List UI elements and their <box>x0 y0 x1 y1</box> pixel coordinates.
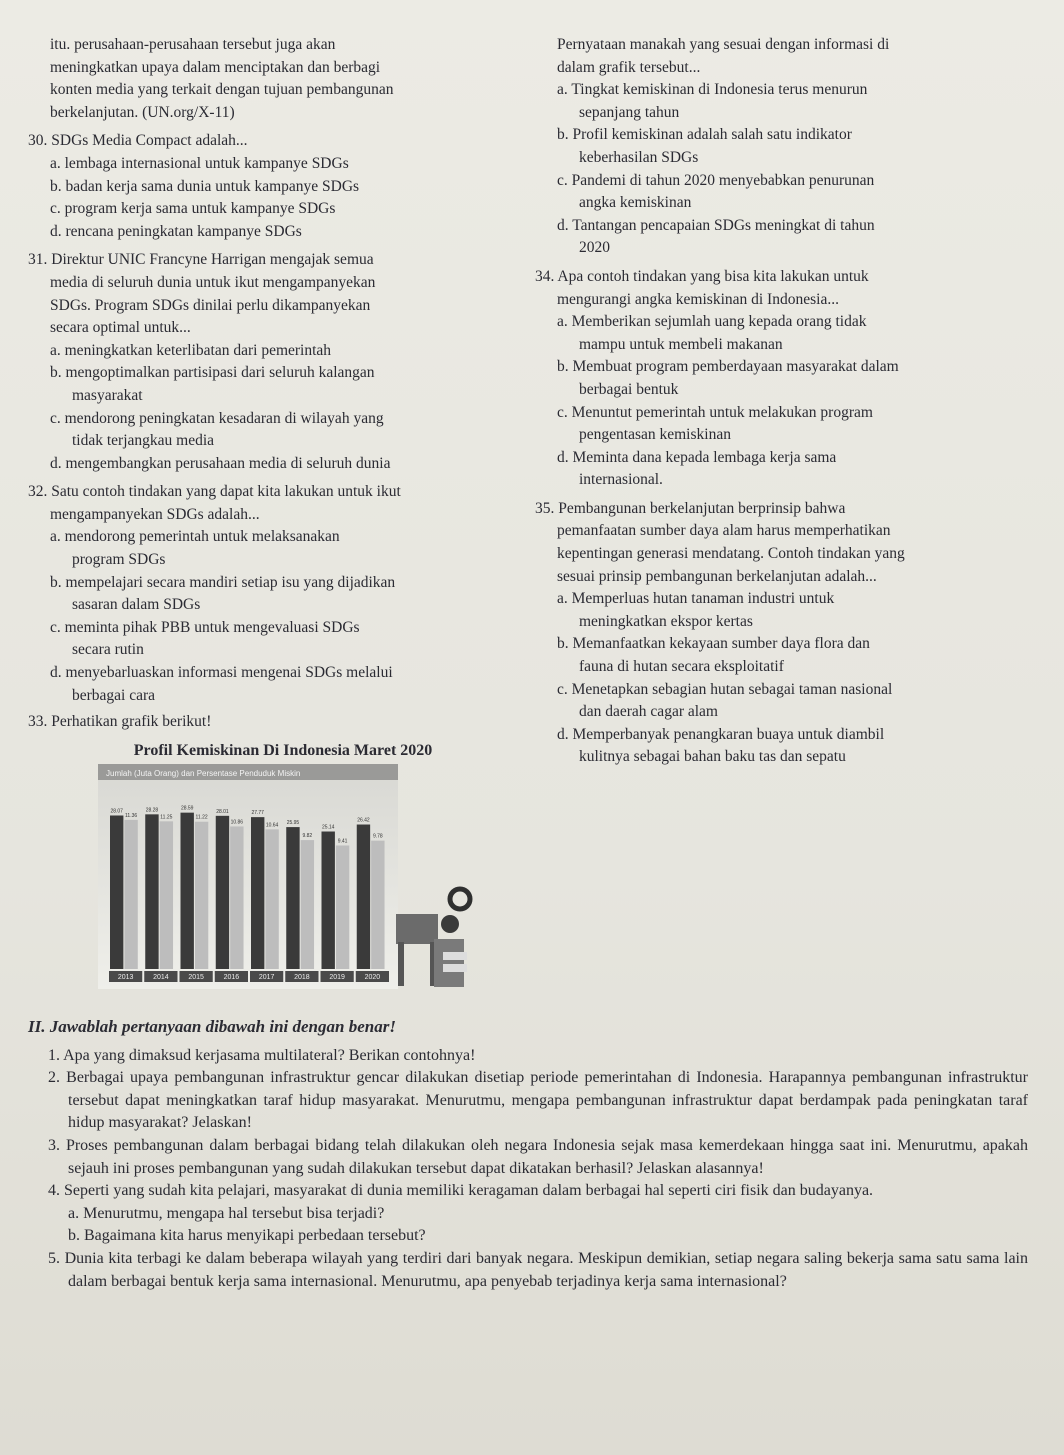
value-label-2013-series-1: 28.07 <box>110 808 123 815</box>
q33-option-a-cont: sepanjang tahun <box>579 103 680 121</box>
q33-question-line: Pernyataan manakah yang sesuai dengan informasi di <box>557 36 890 53</box>
q35-option-d: d. Memperbanyak penangkaran buaya untuk diambil <box>557 725 885 743</box>
essay-text: Berbagai upaya pembangunan infrastruktur gencar dilakukan disetiap periode pemerintahan di Indonesia. Harapannya pembangunan infrastruktur tersebut dapat meningkatkan taraf hidup masyarakat. Menurutmu, mengapa pembangunan infrastruktur dapat berdampak pada peningkatan taraf hidup masyarakat? Jelaskan! <box>66 1069 1028 1132</box>
q32-option-c-cont: secara rutin <box>72 641 144 659</box>
q30-option-d: d. rencana peningkatan kampanye SDGs <box>50 222 302 240</box>
q34-number: 34. <box>535 267 555 285</box>
poverty-chart <box>98 764 508 989</box>
q32-line: mengampanyekan SDGs adalah... <box>50 505 260 523</box>
q31-question <box>28 249 498 272</box>
q31-option-a: a. meningkatkan keterlibatan dari pemerintah <box>50 341 332 359</box>
q31-line: Direktur UNIC Francyne Harrigan mengajak semua <box>51 251 374 269</box>
q34-option-d-cont: internasional. <box>579 471 663 489</box>
q32-option-a-cont: program SDGs <box>72 551 166 569</box>
desk-shape <box>396 914 438 944</box>
q30-question <box>28 130 498 153</box>
value-label-2020-series-2: 9.78 <box>372 834 383 841</box>
intro-line: berkelanjutan. (UN.org/X-11) <box>50 103 235 121</box>
bar-2013-series-1 <box>110 816 123 970</box>
q35-line: kepentingan generasi mendatang. Contoh tindakan yang <box>557 545 905 563</box>
q32-number: 32. <box>28 483 48 501</box>
q31-number: 31. <box>28 251 48 269</box>
bar-2018-series-2 <box>301 841 314 970</box>
q32-option-c: c. meminta pihak PBB untuk mengevaluasi SDGs <box>50 618 360 636</box>
person-stripe <box>443 952 467 960</box>
q33-question <box>28 711 498 734</box>
q34-option-c-cont: pengentasan kemiskinan <box>579 426 731 444</box>
q34-line: Apa contoh tindakan yang bisa kita lakukan untuk <box>557 267 869 285</box>
q30-option-c: c. program kerja sama untuk kampanye SDGs <box>50 200 336 218</box>
desk-leg <box>398 942 404 986</box>
essay-text: Proses pembangunan dalam berbagai bidang telah dilakukan oleh negara Indonesia sejak masa kemerdekaan hingga saat ini. Menurutmu, apakah sejauh ini proses pembangunan yang sudah dilakukan tersebut dapat dikatakan berhasil? Jelaskan alasannya! <box>65 1136 1029 1177</box>
essay-num: 4. <box>48 1182 60 1200</box>
x-tick-label-2017: 2017 <box>258 974 275 982</box>
x-tick-label-2016: 2016 <box>223 974 240 982</box>
q31-option-c-cont: tidak terjangkau media <box>72 432 215 450</box>
q33-option-d-cont: 2020 <box>579 239 610 257</box>
x-tick-label-2020: 2020 <box>364 974 381 982</box>
q32-option-d: d. menyebarluaskan informasi mengenai SDGs melalui <box>50 664 393 682</box>
q34-option-d: d. Meminta dana kepada lembaga kerja sama <box>557 448 837 466</box>
value-label-2015-series-2: 11.22 <box>195 815 208 822</box>
person-stripe <box>443 964 467 972</box>
value-label-2019-series-2: 9.41 <box>337 838 348 845</box>
q35-option-b-cont: fauna di hutan secara eksploitatif <box>579 658 784 676</box>
q34-line: mengurangi angka kemiskinan di Indonesia... <box>557 290 839 308</box>
q35-line: pemanfaatan sumber daya alam harus memperhatikan <box>557 522 891 540</box>
bar-2020-series-2 <box>371 841 384 969</box>
bar-2018-series-1 <box>286 827 299 969</box>
essay-num: 5. <box>48 1249 60 1267</box>
person-head <box>441 915 459 933</box>
q35-line: sesuai prinsip pembangunan berkelanjutan adalah... <box>557 567 877 585</box>
essay-num: 1. <box>48 1046 60 1064</box>
value-label-2018-series-1: 25.95 <box>286 820 300 827</box>
bar-2016-series-2 <box>230 827 243 970</box>
right-column <box>535 34 975 769</box>
intro-line: itu. perusahaan-perusahaan tersebut juga akan <box>50 36 336 53</box>
value-label-2014-series-1: 28.28 <box>145 807 159 814</box>
q31-line: media di seluruh dunia untuk ikut mengampanyekan <box>50 273 376 291</box>
q32-option-d-cont: berbagai cara <box>72 686 156 704</box>
q35-option-a-cont: meningkatkan ekspor kertas <box>579 612 753 630</box>
q32-option-a: a. mendorong pemerintah untuk melaksanakan <box>50 528 340 546</box>
q31-option-d: d. mengembangkan perusahaan media di seluruh dunia <box>50 454 391 472</box>
essay-num: 2. <box>48 1069 60 1087</box>
q33-option-c-cont: angka kemiskinan <box>579 194 692 212</box>
essay-item-1 <box>28 1045 1028 1068</box>
magnifier-icon <box>450 889 470 909</box>
value-label-2016-series-1: 28.01 <box>216 809 229 816</box>
q35-option-c: c. Menetapkan sebagian hutan sebagai taman nasional <box>557 680 893 698</box>
value-label-2016-series-2: 10.86 <box>230 819 244 826</box>
q34-option-a: a. Memberikan sejumlah uang kepada orang tidak <box>557 313 867 331</box>
q33-option-b: b. Profil kemiskinan adalah salah satu indikator <box>557 126 852 144</box>
q34-option-b: b. Membuat program pemberdayaan masyarakat dalam <box>557 358 899 376</box>
q32-option-b-cont: sasaran dalam SDGs <box>72 596 201 614</box>
person-body <box>434 939 464 987</box>
q31-option-b-cont: masyarakat <box>72 386 143 404</box>
q31-option-b: b. mengoptimalkan partisipasi dari seluruh kalangan <box>50 364 375 382</box>
bar-2020-series-1 <box>357 825 370 969</box>
q30-text: SDGs Media Compact adalah... <box>51 132 248 150</box>
x-tick-label-2013: 2013 <box>117 974 134 982</box>
bar-2016-series-1 <box>216 816 229 969</box>
q33-number: 33. <box>28 713 48 731</box>
value-label-2017-series-2: 10.64 <box>265 822 279 829</box>
q35-number: 35. <box>535 499 555 517</box>
q32-question <box>28 481 498 504</box>
x-tick-label-2014: 2014 <box>153 974 169 982</box>
bar-2014-series-2 <box>160 822 173 970</box>
q35-option-c-cont: dan daerah cagar alam <box>579 703 718 721</box>
q34-question <box>535 266 975 289</box>
intro-line: meningkatkan upaya dalam menciptakan dan berbagi <box>50 58 381 76</box>
q35-option-a: a. Memperluas hutan tanaman industri untuk <box>557 590 835 608</box>
essay-item-3 <box>28 1135 1028 1180</box>
left-column <box>28 34 498 989</box>
essay-text: Dunia kita terbagi ke dalam beberapa wilayah yang terdiri dari banyak negara. Meskipun demikian, setiap negara saling bekerja sama satu sama lain dalam berbagai bentuk kerja sama internasional. Menurutmu, apa penyebab terjadinya kerja sama internasional? <box>64 1249 1028 1290</box>
essay-heading: II. Jawablah pertanyaan dibawah ini dengan benar! <box>28 1017 396 1036</box>
value-label-2019-series-1: 25.14 <box>321 824 335 831</box>
x-tick-label-2015: 2015 <box>188 974 204 982</box>
bar-2014-series-1 <box>145 815 158 970</box>
q31-line: secara optimal untuk... <box>50 319 191 337</box>
essay-item-4b: b. Bagaimana kita harus menyikapi perbedaan tersebut? <box>68 1227 426 1245</box>
bar-2017-series-1 <box>251 818 264 970</box>
essay-text: Apa yang dimaksud kerjasama multilateral? Berikan contohnya! <box>63 1046 476 1064</box>
value-label-2017-series-1: 27.77 <box>251 810 264 817</box>
bar-2017-series-2 <box>265 830 278 970</box>
chart-subtitle: Jumlah (Juta Orang) dan Persentase Penduduk Miskin <box>106 769 301 779</box>
bar-2015-series-1 <box>181 813 194 969</box>
essay-item-2 <box>28 1067 1028 1135</box>
bar-2019-series-2 <box>336 846 349 970</box>
x-tick-label-2018: 2018 <box>294 974 310 982</box>
value-label-2020-series-1: 26.42 <box>357 817 370 824</box>
q33-option-c: c. Pandemi di tahun 2020 menyebabkan penurunan <box>557 171 875 189</box>
x-tick-label-2019: 2019 <box>329 974 345 982</box>
q35-option-b: b. Memanfaatkan kekayaan sumber daya flora dan <box>557 635 870 653</box>
q35-option-d-cont: kulitnya sebagai bahan baku tas dan sepatu <box>579 748 846 766</box>
essay-item-5 <box>28 1248 1028 1293</box>
q33-text: Perhatikan grafik berikut! <box>51 713 212 731</box>
q33-option-b-cont: keberhasilan SDGs <box>579 148 699 166</box>
q35-line: Pembangunan berkelanjutan berprinsip bahwa <box>558 499 846 517</box>
q33-option-d: d. Tantangan pencapaian SDGs meningkat di tahun <box>557 216 875 234</box>
chart-title: Profil Kemiskinan Di Indonesia Maret 2020 <box>133 741 433 759</box>
bar-2013-series-2 <box>124 820 137 969</box>
q34-option-b-cont: berbagai bentuk <box>579 380 679 398</box>
q30-option-b: b. badan kerja sama dunia untuk kampanye SDGs <box>50 177 360 195</box>
q32-option-b: b. mempelajari secara mandiri setiap isu yang dijadikan <box>50 573 396 591</box>
intro-line: konten media yang terkait dengan tujuan pembangunan <box>50 81 394 99</box>
q31-option-c: c. mendorong peningkatan kesadaran di wilayah yang <box>50 409 384 427</box>
q32-line: Satu contoh tindakan yang dapat kita lakukan untuk ikut <box>51 483 401 501</box>
chart-background <box>98 764 398 989</box>
essay-item-4 <box>28 1180 1028 1203</box>
q35-question <box>535 498 975 521</box>
value-label-2018-series-2: 9.82 <box>302 833 313 840</box>
value-label-2014-series-2: 11.25 <box>160 814 173 821</box>
bar-2015-series-2 <box>195 822 208 969</box>
bar-2019-series-1 <box>322 832 335 969</box>
essay-text: Seperti yang sudah kita pelajari, masyarakat di dunia memiliki keragaman dalam berbagai hal seperti ciri fisik dan budayanya. <box>64 1182 874 1200</box>
essay-section <box>28 1016 1028 1293</box>
essay-num: 3. <box>48 1136 60 1154</box>
q34-option-a-cont: mampu untuk membeli makanan <box>579 335 783 353</box>
value-label-2015-series-1: 28.59 <box>180 806 194 813</box>
chart-svg <box>98 764 508 989</box>
q33-question-line: dalam grafik tersebut... <box>557 58 701 76</box>
value-label-2013-series-2: 11.36 <box>125 813 138 820</box>
q30-option-a: a. lembaga internasional untuk kampanye SDGs <box>50 154 349 172</box>
q30-number: 30. <box>28 132 48 150</box>
q34-option-c: c. Menuntut pemerintah untuk melakukan program <box>557 403 873 421</box>
q33-option-a: a. Tingkat kemiskinan di Indonesia terus menurun <box>557 81 868 99</box>
person-illustration <box>396 889 470 987</box>
essay-item-4a: a. Menurutmu, mengapa hal tersebut bisa terjadi? <box>68 1204 385 1222</box>
q31-line: SDGs. Program SDGs dinilai perlu dikampanyekan <box>50 296 371 314</box>
